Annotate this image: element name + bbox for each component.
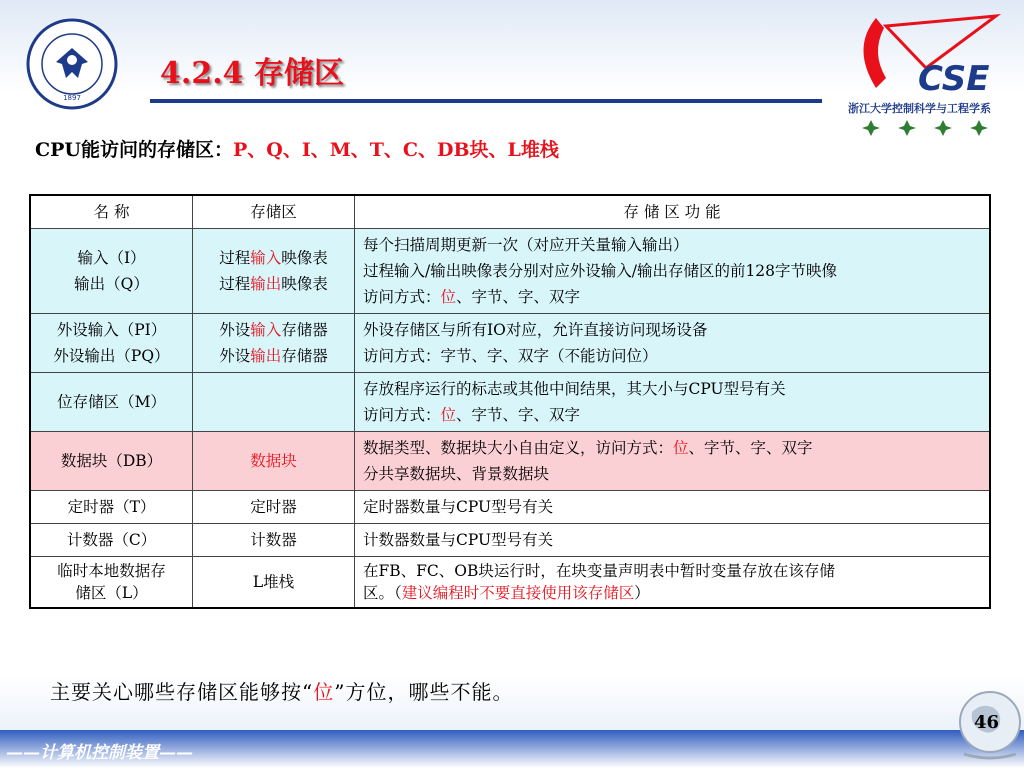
row-area: 计数器 xyxy=(193,524,355,557)
header-area: 存储区 xyxy=(193,195,355,229)
dept-name: 浙江大学控制科学与工程学系 xyxy=(848,102,991,115)
row-area: 数据块 xyxy=(193,432,355,491)
bottom-note: 主要关心哪些存储区能够按“位”方位，哪些不能。 xyxy=(50,680,514,704)
row-name: 输入（I） 输出（Q） xyxy=(30,229,193,314)
row-area: 外设输入存储器 外设输出存储器 xyxy=(193,314,355,373)
table-row xyxy=(30,524,990,557)
slide-title: 4.2.4 存储区 xyxy=(160,56,344,91)
page-number: 46 xyxy=(974,712,1000,733)
table-row xyxy=(30,373,990,432)
row-function: 存放程序运行的标志或其他中间结果，其大小与CPU型号有关 访问方式：位、字节、字、双字 xyxy=(355,373,991,432)
subtitle xyxy=(35,135,559,162)
row-function: 在FB、FC、OB块运行时，在块变量声明表中暂时变量存放在该存储 区。（建议编程时不要直接使用该存储区） xyxy=(355,557,991,609)
subtitle-prefix: CPU能访问的存储区： xyxy=(35,139,233,161)
header-function: 存 储 区 功 能 xyxy=(355,195,991,229)
row-area xyxy=(193,373,355,432)
storage-area-table xyxy=(29,194,991,609)
subtitle-areas: P、Q、I、M、T、C、DB块、L堆栈 xyxy=(232,139,559,161)
row-name: 定时器（T） xyxy=(30,491,193,524)
table-row xyxy=(30,314,990,373)
row-area: 定时器 xyxy=(193,491,355,524)
header-name: 名 称 xyxy=(30,195,193,229)
table-row xyxy=(30,229,990,314)
row-name: 计数器（C） xyxy=(30,524,193,557)
row-function: 计数器数量与CPU型号有关 xyxy=(355,524,991,557)
row-function: 每个扫描周期更新一次（对应开关量输入输出） 过程输入/输出映像表分别对应外设输入/输出存储区的前128字节映像 访问方式：位、字节、字、双字 xyxy=(355,229,991,314)
row-function: 定时器数量与CPU型号有关 xyxy=(355,491,991,524)
row-area: 过程输入映像表 过程输出映像表 xyxy=(193,229,355,314)
footer-course-title: ——计算机控制装置—— xyxy=(6,743,193,763)
table-header-row xyxy=(30,195,990,229)
svg-text:CSE: CSE xyxy=(918,59,990,99)
zju-seal-logo xyxy=(26,18,118,110)
row-function: 数据类型、数据块大小自由定义，访问方式：位、字节、字、双字 分共享数据块、背景数据块 xyxy=(355,432,991,491)
table-row xyxy=(30,491,990,524)
row-function: 外设存储区与所有IO对应，允许直接访问现场设备 访问方式：字节、字、双字（不能访问位） xyxy=(355,314,991,373)
row-name: 位存储区（M） xyxy=(30,373,193,432)
row-name: 数据块（DB） xyxy=(30,432,193,491)
table-row xyxy=(30,557,990,609)
svg-text:1897: 1897 xyxy=(63,94,81,102)
row-name: 外设输入（PI） 外设输出（PQ） xyxy=(30,314,193,373)
cse-dept-logo xyxy=(846,8,1016,138)
title-underline xyxy=(150,99,822,103)
table-row xyxy=(30,432,990,491)
row-name: 临时本地数据存 储区（L） xyxy=(30,557,193,609)
row-area: L堆栈 xyxy=(193,557,355,609)
